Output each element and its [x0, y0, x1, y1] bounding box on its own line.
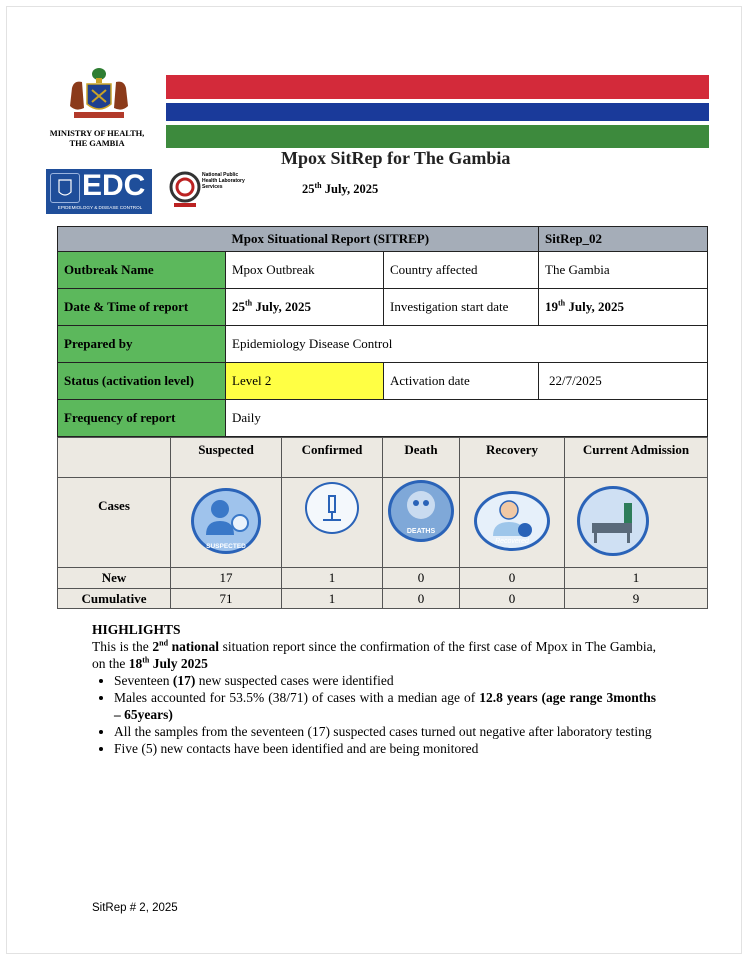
col-recovery: Recovery	[460, 438, 565, 478]
intro-date-day: 18	[128, 656, 143, 671]
intro-date-sup: th	[142, 655, 150, 665]
suspected-icon	[191, 488, 261, 554]
intro-sup: nd	[159, 638, 169, 648]
microscope-icon	[305, 482, 359, 534]
cases-table	[57, 437, 708, 609]
ministry-line-1: MINISTRY OF HEALTH,	[49, 128, 145, 138]
col-suspected: Suspected	[171, 438, 282, 478]
info-header-row	[58, 227, 708, 252]
investigation-day: 19	[545, 299, 558, 314]
new-suspected: 17	[171, 568, 282, 589]
page-footer: SitRep # 2, 2025	[92, 902, 178, 914]
col-confirmed: Confirmed	[282, 438, 383, 478]
info-row-frequency	[58, 400, 708, 437]
cases-header-blank	[58, 438, 171, 478]
info-row-status	[58, 363, 708, 400]
country-value: The Gambia	[539, 252, 708, 289]
cases-icon-row	[58, 478, 708, 568]
highlights-intro	[92, 638, 656, 672]
intro-a: This is the	[92, 639, 153, 654]
info-header-blank	[58, 227, 226, 252]
ministry-name	[40, 128, 154, 148]
hospital-bed-icon	[577, 486, 649, 556]
flag-green-stripe	[166, 125, 709, 148]
prepared-by-value: Epidemiology Disease Control	[226, 326, 708, 363]
recovery-icon-cell	[460, 478, 565, 568]
country-label: Country affected	[384, 252, 539, 289]
cumulative-suspected: 71	[171, 589, 282, 609]
b1-bold: (17)	[172, 673, 196, 688]
skull-virus-icon	[388, 480, 454, 542]
row-label-cumulative: Cumulative	[58, 589, 171, 609]
flag-red-stripe	[166, 75, 709, 99]
status-value: Level 2	[226, 363, 384, 400]
page-title: Mpox SitRep for The Gambia	[281, 148, 511, 168]
cases-row-label: Cases	[58, 478, 171, 568]
highlight-item	[114, 689, 656, 723]
ministry-line-2: THE GAMBIA	[69, 138, 125, 148]
info-row-prepared	[58, 326, 708, 363]
new-admission: 1	[565, 568, 708, 589]
death-icon-text: DEATHS	[406, 528, 436, 535]
outbreak-name-label: Outbreak Name	[58, 252, 226, 289]
confirmed-icon-cell	[282, 478, 383, 568]
cumulative-admission: 9	[565, 589, 708, 609]
new-confirmed: 1	[282, 568, 383, 589]
suspected-icon-cell	[171, 478, 282, 568]
frequency-value: Daily	[226, 400, 708, 437]
highlights-section	[92, 621, 656, 757]
suspected-icon-text: SUSPECTED	[206, 542, 246, 550]
cumulative-death: 0	[383, 589, 460, 609]
flag-blue-stripe	[166, 103, 709, 121]
report-date-day: 25	[302, 182, 315, 196]
intro-date-rest: July 2025	[149, 656, 208, 671]
investigation-rest: July, 2025	[565, 299, 624, 314]
info-row-outbreak	[58, 252, 708, 289]
report-date-value-suffix: th	[245, 298, 253, 308]
b2-text-a: Males accounted for 53.5% (38/71) of cases with a median age of	[114, 690, 480, 705]
highlight-item	[114, 672, 656, 689]
info-header-title: Mpox Situational Report (SITREP)	[226, 227, 539, 252]
frequency-label: Frequency of report	[58, 400, 226, 437]
report-date	[302, 182, 378, 197]
situation-report-table	[57, 226, 708, 437]
b2-bold: 12.8 years (age range 3months – 65years)	[114, 690, 656, 722]
info-header-id: SitRep_02	[539, 227, 708, 252]
investigation-suffix: th	[558, 298, 566, 308]
nphls-logo	[168, 168, 248, 216]
report-date-rest: July, 2025	[321, 182, 379, 196]
report-date-suffix: th	[314, 180, 322, 190]
cumulative-confirmed: 1	[282, 589, 383, 609]
highlights-heading: HIGHLIGHTS	[92, 622, 181, 637]
row-label-new: New	[58, 568, 171, 589]
cases-row-new	[58, 568, 708, 589]
coat-of-arms-logo	[60, 66, 138, 126]
highlight-item: • All the samples from the seventeen (17) suspected cases turned out negative after laboratory testing	[114, 723, 656, 740]
cases-header-row	[58, 438, 708, 478]
investigation-label: Investigation start date	[384, 289, 539, 326]
recovered-person-icon	[474, 491, 550, 551]
prepared-by-label: Prepared by	[58, 326, 226, 363]
nphls-logo-text: National Public Health Laboratory Services	[202, 172, 245, 190]
report-date-value-rest: July, 2025	[252, 299, 311, 314]
cumulative-recovery: 0	[460, 589, 565, 609]
recovery-icon-text: Recovered	[495, 537, 529, 545]
edc-emblem-icon	[50, 173, 80, 203]
highlights-list	[92, 672, 656, 757]
intro-b: situation report since the confirmation of the first case of Mpox in The Gambia, on the	[92, 639, 657, 671]
activation-value: 22/7/2025	[539, 363, 708, 400]
edc-logo-text: EDC	[82, 169, 146, 202]
status-label: Status (activation level)	[58, 363, 226, 400]
activation-label: Activation date	[384, 363, 539, 400]
investigation-value	[539, 289, 708, 326]
new-death: 0	[383, 568, 460, 589]
edc-logo	[46, 169, 152, 214]
outbreak-name-value: Mpox Outbreak	[226, 252, 384, 289]
highlight-item: • Five (5) new contacts have been identified and are being monitored	[114, 740, 656, 757]
report-date-value	[226, 289, 384, 326]
cases-row-cumulative	[58, 589, 708, 609]
edc-logo-subtitle: EPIDEMIOLOGY & DISEASE CONTROL	[57, 205, 143, 210]
info-row-date	[58, 289, 708, 326]
report-date-value-day: 25	[232, 299, 245, 314]
b1-text-a: Seventeen	[114, 673, 173, 688]
report-date-label: Date & Time of report	[58, 289, 226, 326]
col-current-admission: Current Admission	[565, 438, 708, 478]
col-death: Death	[383, 438, 460, 478]
intro-num: 2	[152, 639, 160, 654]
intro-bold: national	[168, 639, 219, 654]
new-recovery: 0	[460, 568, 565, 589]
death-icon-cell	[383, 478, 460, 568]
admission-icon-cell	[565, 478, 708, 568]
b1-text-b: new suspected cases were identified	[195, 673, 394, 688]
